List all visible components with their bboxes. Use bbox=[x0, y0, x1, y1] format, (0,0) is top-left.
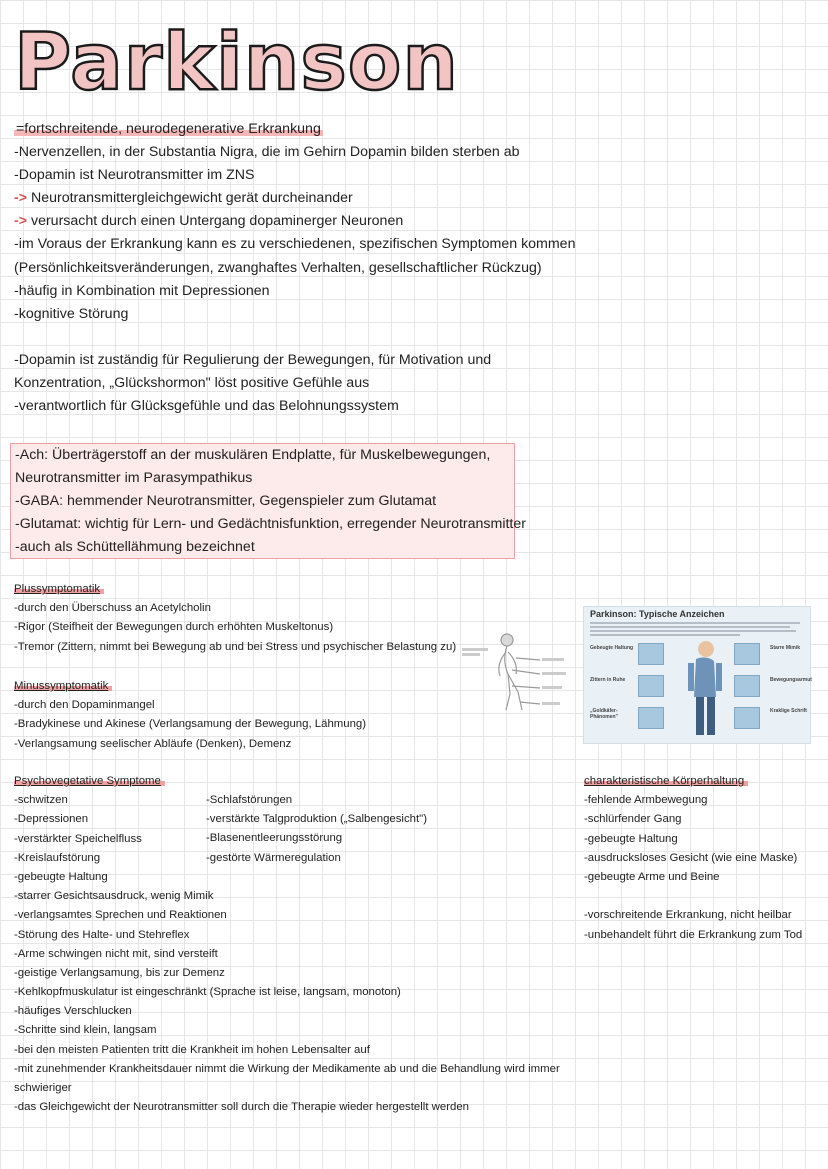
arrow-icon: -> bbox=[14, 213, 28, 230]
page-title: Parkinson bbox=[14, 18, 459, 108]
list-item: -gebeugte Haltung bbox=[14, 870, 108, 883]
infographic-title: Parkinson: Typische Anzeichen bbox=[590, 609, 725, 619]
list-item: -verstärkter Speichelfluss bbox=[14, 832, 142, 845]
list-item: -verstärkte Talgproduktion („Salbengesicht") bbox=[206, 813, 427, 826]
plus-heading: Plussymptomatik bbox=[14, 580, 456, 599]
list-item: -geistige Verlangsamung, bis zur Demenz bbox=[14, 966, 225, 979]
list-item: -schlürfender Gang bbox=[584, 813, 682, 826]
list-item: -durch den Dopaminmangel bbox=[14, 699, 155, 712]
infographic-tile bbox=[734, 707, 760, 729]
list-item: -Arme schwingen nicht mit, sind versteift bbox=[14, 947, 218, 960]
list-item: -verlangsamtes Sprechen und Reaktionen bbox=[14, 909, 227, 922]
list-item: -fehlende Armbewegung bbox=[584, 794, 708, 807]
minus-heading: Minussymptomatik bbox=[14, 677, 366, 696]
intro-section bbox=[14, 118, 575, 418]
dopamine-line: -verantwortlich für Glücksgefühle und das Belohnungssystem bbox=[14, 398, 399, 415]
infographic-tile bbox=[638, 643, 664, 665]
list-item: -Störung des Halte- und Stehreflex bbox=[14, 928, 190, 941]
list-item: -starrer Gesichtsausdruck, wenig Mimik bbox=[14, 890, 214, 903]
psycho-col2 bbox=[206, 791, 427, 868]
intro-line: -kognitive Störung bbox=[14, 305, 129, 322]
list-item: -gebeugte Arme und Beine bbox=[584, 870, 720, 883]
list-item: -Tremor (Zittern, nimmt bei Bewegung ab und bei Stress und psychischer Belastung zu) bbox=[14, 640, 457, 653]
intro-arrow-line: -> verursacht durch einen Untergang dopaminerger Neuronen bbox=[14, 213, 404, 230]
infographic-label: Gebeugte Haltung bbox=[590, 645, 634, 651]
infographic-tile bbox=[638, 707, 664, 729]
intro-definition: =fortschreitende, neurodegenerative Erkrankung bbox=[16, 121, 321, 137]
dopamine-line: Konzentration, „Glückshormon" löst positive Gefühle aus bbox=[14, 375, 370, 392]
intro-line: (Persönlichkeitsveränderungen, zwanghaftes Verhalten, gesellschaftlicher Rückzug) bbox=[14, 259, 542, 276]
infographic-label: Kraklige Schrift bbox=[770, 708, 807, 714]
list-item: -gebeugte Haltung bbox=[584, 832, 678, 845]
list-item: -durch den Überschuss an Acetylcholin bbox=[14, 602, 211, 615]
list-item: -Schritte sind klein, langsam bbox=[14, 1024, 157, 1037]
box-line: Neurotransmitter im Parasympathikus bbox=[15, 470, 253, 487]
infographic-label: „Goldkäfer-Phänomen" bbox=[590, 708, 618, 720]
list-item: -bei den meisten Patienten tritt die Krankheit im hohen Lebensalter auf bbox=[14, 1043, 370, 1056]
intro-line: -Dopamin ist Neurotransmitter im ZNS bbox=[14, 167, 255, 184]
infographic-tile bbox=[734, 675, 760, 697]
list-item: -Rigor (Steifheit der Bewegungen durch erhöhten Muskeltonus) bbox=[14, 621, 334, 634]
infographic-label: Zittern in Ruhe bbox=[590, 677, 626, 683]
list-item: -gestörte Wärmeregulation bbox=[206, 851, 341, 864]
symptoms-infographic bbox=[583, 606, 811, 744]
box-line: -GABA: hemmender Neurotransmitter, Gegenspieler zum Glutamat bbox=[15, 493, 437, 510]
infographic-label: Starre Mimik bbox=[770, 645, 801, 651]
posture-section bbox=[584, 772, 802, 945]
neurotransmitter-box bbox=[10, 443, 526, 559]
list-item: -Verlangsamung seelischer Abläufe (Denken), Demenz bbox=[14, 737, 292, 750]
infographic-tile bbox=[638, 675, 664, 697]
list-item: -Depressionen bbox=[14, 813, 89, 826]
infographic-tile bbox=[734, 643, 760, 665]
intro-arrow-line: -> Neurotransmittergleichgewicht gerät durcheinander bbox=[14, 190, 353, 207]
arrow-icon: -> bbox=[14, 190, 28, 207]
list-item: -mit zunehmender Krankheitsdauer nimmt die Wirkung der Medikamente ab und die Behandlung wird immer bbox=[14, 1062, 560, 1075]
patient-sketch bbox=[462, 630, 572, 714]
intro-line: -im Voraus der Erkrankung kann es zu verschiedenen, spezifischen Symptomen kommen bbox=[14, 236, 576, 253]
plus-section bbox=[14, 580, 456, 657]
list-item: -schwitzen bbox=[14, 794, 68, 807]
posture-heading: charakteristische Körperhaltung bbox=[584, 772, 802, 791]
psycho-heading: Psychovegetative Symptome bbox=[14, 772, 560, 791]
intro-line: -Nervenzellen, in der Substantia Nigra, die im Gehirn Dopamin bilden sterben ab bbox=[14, 144, 520, 161]
box-line: -auch als Schüttellähmung bezeichnet bbox=[15, 539, 255, 556]
list-item: -Bradykinese und Akinese (Verlangsamung der Bewegung, Lähmung) bbox=[14, 718, 367, 731]
intro-line: -häufig in Kombination mit Depressionen bbox=[14, 282, 270, 299]
list-item: -das Gleichgewicht der Neurotransmitter soll durch die Therapie wieder hergestellt werden bbox=[14, 1101, 470, 1114]
list-item: -Kehlkopfmuskulatur ist eingeschränkt (Sprache ist leise, langsam, monoton) bbox=[14, 986, 401, 999]
dopamine-line: -Dopamin ist zuständig für Regulierung der Bewegungen, für Motivation und bbox=[14, 351, 492, 368]
list-item: -Schlafstörungen bbox=[206, 794, 293, 806]
list-item: -vorschreitende Erkrankung, nicht heilbar bbox=[584, 909, 792, 922]
list-item: -unbehandelt führt die Erkrankung zum Tod bbox=[584, 928, 803, 941]
list-item: -häufiges Verschlucken bbox=[14, 1005, 132, 1018]
list-item: -Blasenentleerungsstörung bbox=[206, 832, 343, 845]
list-item: -ausdrucksloses Gesicht (wie eine Maske) bbox=[584, 851, 798, 864]
list-item: schwieriger bbox=[14, 1082, 72, 1094]
patient-illustration bbox=[676, 637, 728, 741]
minus-section bbox=[14, 677, 366, 754]
box-line: -Glutamat: wichtig für Lern- und Gedächtnisfunktion, erregender Neurotransmitter bbox=[15, 516, 526, 533]
box-line: -Ach: Überträgerstoff an der muskulären Endplatte, für Muskelbewegungen, bbox=[15, 447, 491, 463]
infographic-label: Bewegungsarmut bbox=[770, 677, 812, 683]
list-item: -Kreislaufstörung bbox=[14, 851, 101, 864]
